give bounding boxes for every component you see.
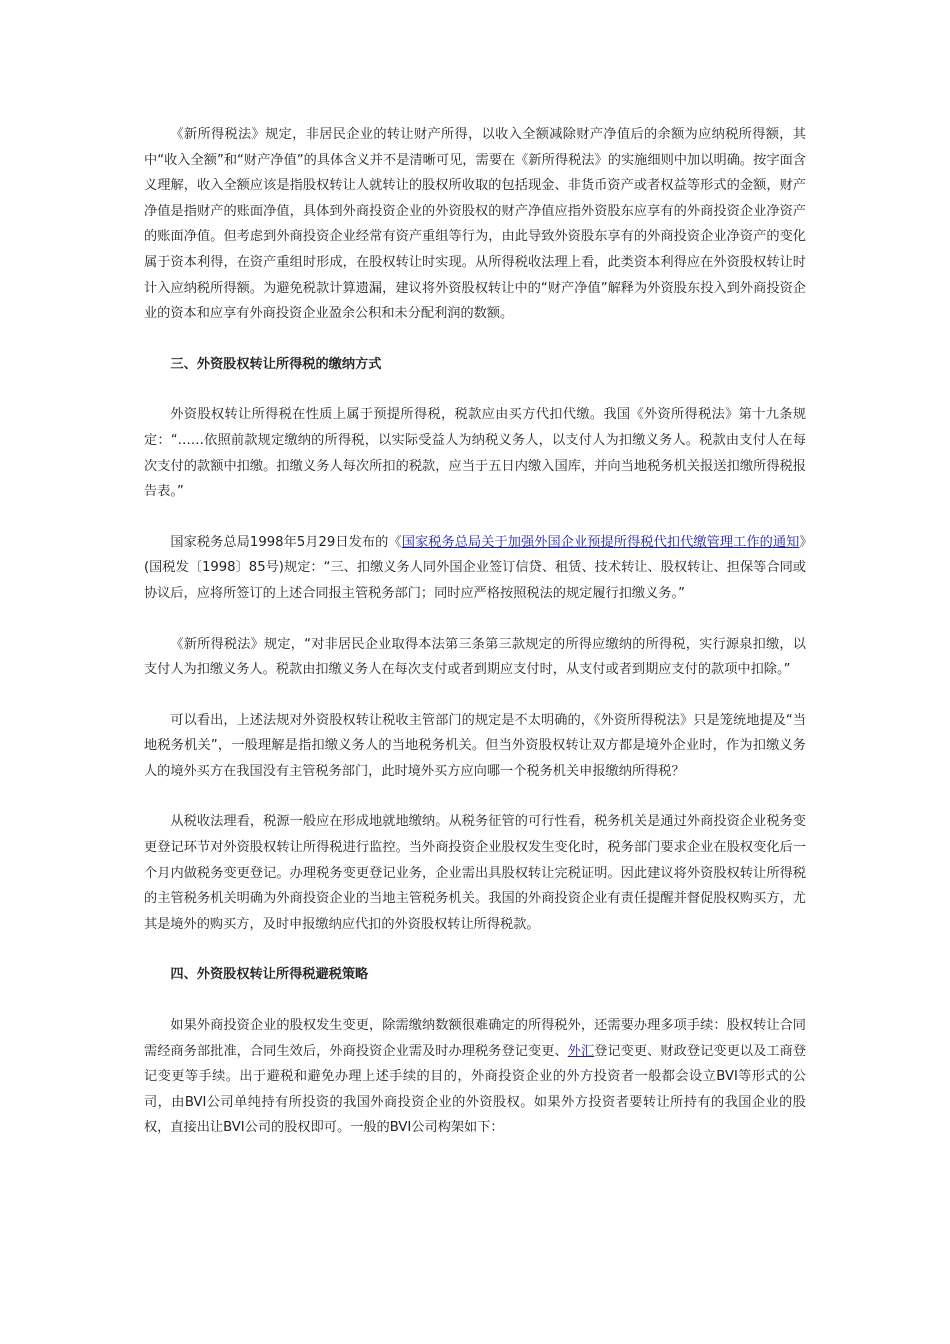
paragraph-authority-unclear: 可以看出，上述法规对外资股权转让税收主管部门的规定是不太明确的，《外资所得税法》只是笼统地提及“当地税务机关”，一般理解是指扣缴义务人的当地税务机关。但当外资股权转让双方都是境外企业时，作为扣缴义务人的境外买方在我国没有主管税务部门，此时境外买方应向哪一个税务机关申报缴纳所得税？ [144,712,806,779]
paragraph-source-withholding: 《新所得税法》规定，“对非居民企业取得本法第三条第三款规定的所得应缴纳的所得税，实行源泉扣缴，以支付人为扣缴义务人。税款由扣缴义务人在每次支付或者到期应支付时，从支付或者到期应支付的款项中扣除。” [144,636,806,678]
paragraph-bvi-post: 登记变更、财政登记变更以及工商登记变更等手续。出于避税和避免办理上述手续的目的，外商投资企业的外方投资者一般都会设立BVI等形式的公司，由BVI公司单纯持有所投资的我国外商投资企业的外资股权。如果外方投资者要转让所持有的我国企业的股权，直接出让BVI公司的股权即可。一般的BVI公司构架如下： [144,1043,807,1136]
article-body [144,122,806,1166]
paragraph-sat-notice-post: 》(国税发〔1998〕85号)规定：“三、扣缴义务人同外国企业签订信贷、租赁、技术转让、股权转让、担保等合同或协议后，应将所签订的上述合同报主管税务部门；同时应严格按照税法的规定履行扣缴义务。” [144,534,807,601]
section-heading-4: 四、外资股权转让所得税避税策略 [170,967,369,983]
forex-link[interactable]: 外汇 [567,1043,595,1059]
paragraph-property-net-value: 《新所得税法》规定，非居民企业的转让财产所得，以收入全额减除财产净值后的余额为应纳税所得额，其中“收入全额”和“财产净值”的具体含义并不是清晰可见，需要在《新所得税法》的实施细则中加以明确。按字面含义理解，收入全额应该是指股权转让人就转让的股权所收取的包括现金、非货币资产或者权益等形式的金额，财产净值是指财产的账面净值，具体到外商投资企业的外资股权的财产净值应指外资股东应享有的外商投资企业净资产的账面净值。但考虑到外商投资企业经常有资产重组等行为，由此导致外资股东享有的外商投资企业净资产的变化属于资本利得，在资产重组时形成，在股权转让时实现。从所得税收法理上看，此类资本利得应在外资股权转让时计入应纳税所得额。为避免税款计算遗漏，建议将外资股权转让中的“财产净值”解释为外资股东投入到外商投资企业的资本和应享有外商投资企业盈余公积和未分配利润的数额。 [144,127,806,322]
sat-notice-link[interactable]: 国家税务总局关于加强外国企业预提所得税代扣代缴管理工作的通知 [401,534,800,550]
paragraph-bvi-pre: 如果外商投资企业的股权发生变更，除需缴纳数额很难确定的所得税外，还需要办理多项手续：股权转让合同需经商务部批准，合同生效后，外商投资企业需及时办理税务登记变更、 [144,1018,806,1059]
paragraph-sat-notice [144,530,806,607]
paragraph-tax-jurisdiction: 从税收法理看，税源一般应在形成地就地缴纳。从税务征管的可行性看，税务机关是通过外商投资企业税务变更登记环节对外资股权转让所得税进行监控。当外商投资企业股权发生变化时，税务部门要求企业在股权变化后一个月内做税务变更登记。办理税务变更登记业务，企业需出具股权转让完税证明。因此建议将外资股权转让所得税的主管税务机关明确为外商投资企业的当地主管税务机关。我国的外商投资企业有责任提醒并督促股权购买方，尤其是境外的购买方，及时申报缴纳应代扣的外资股权转让所得税款。 [144,814,806,932]
paragraph-withholding-tax: 外资股权转让所得税在性质上属于预提所得税，税款应由买方代扣代缴。我国《外资所得税法》第十九条规定：“……依照前款规定缴纳的所得税，以实际受益人为纳税义务人，以支付人为扣缴义务人。税款由支付人在每次支付的款额中扣缴。扣缴义务人每次所扣的税款，应当于五日内缴入国库，并向当地税务机关报送扣缴所得税报告表。” [144,407,806,500]
section-heading-3: 三、外资股权转让所得税的缴纳方式 [170,356,382,372]
paragraph-sat-notice-pre: 国家税务总局1998年5月29日发布的《 [170,534,402,550]
paragraph-bvi-structure [144,1013,806,1141]
